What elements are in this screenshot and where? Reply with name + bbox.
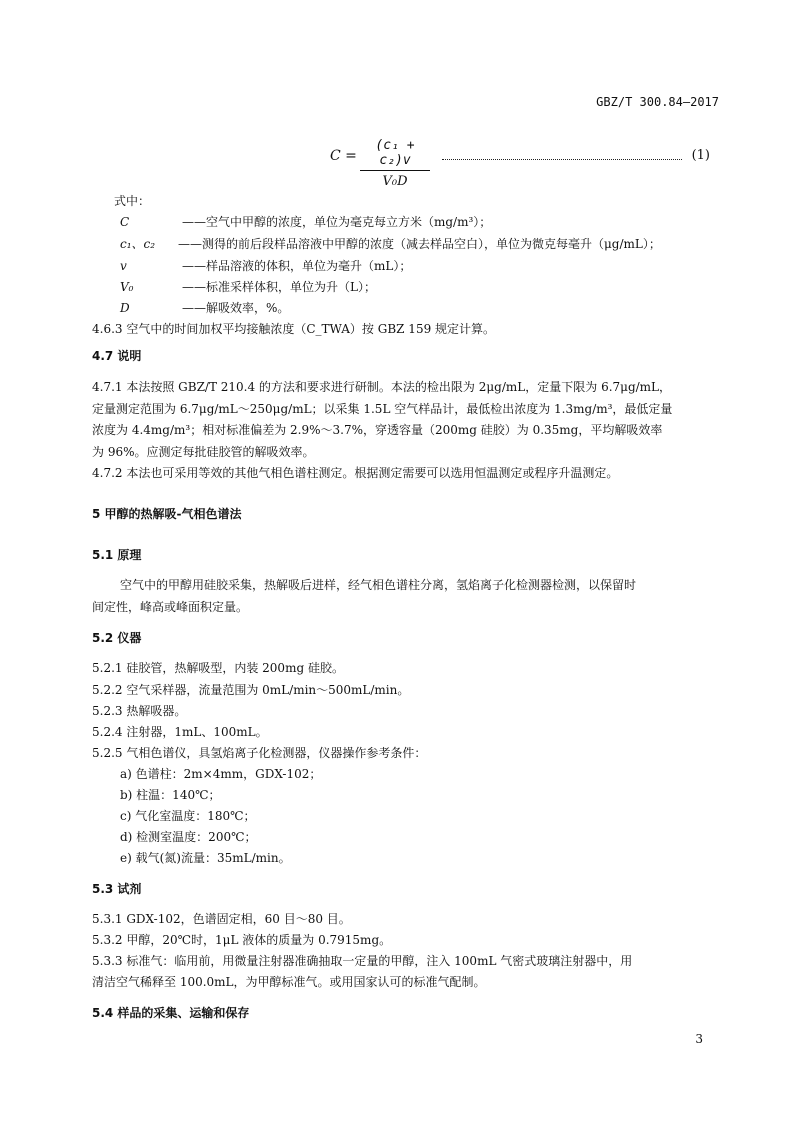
section-heading: 5.3 试剂	[92, 882, 142, 896]
formula-numerator: (c₁ + c₂)v	[360, 138, 430, 171]
paragraph-line: 空气中的甲醇用硅胶采集，热解吸后进样，经气相色谱柱分离，氢焰离子化检测器检测，以保留时	[120, 578, 637, 592]
formula-1	[330, 138, 710, 189]
section-heading: 5.1 原理	[92, 548, 142, 562]
var-row	[120, 299, 289, 317]
var-symbol: C	[120, 215, 130, 229]
dot-leader	[442, 149, 682, 160]
formula-lhs: C =	[330, 148, 357, 164]
paragraph-line: 浓度为 4.4mg/m³；相对标准偏差为 2.9%～3.7%，穿透容量（200mg 硅胶）为 0.35mg，平均解吸效率	[92, 423, 663, 437]
var-symbol: V₀	[120, 280, 134, 294]
clause: 5.2.4 注射器，1mL、100mL。	[92, 725, 268, 739]
section-heading: 5.2 仪器	[92, 631, 142, 645]
formula-denominator: V₀D	[382, 174, 408, 189]
document-code: GBZ/T 300.84—2017	[596, 95, 719, 109]
var-desc: ——测得的前后段样品溶液中甲醇的浓度（减去样品空白），单位为微克每毫升（μg/mL）；	[178, 237, 661, 251]
var-desc: ——标准采样体积，单位为升（L）；	[182, 280, 376, 294]
var-symbol: c₁、c₂	[120, 237, 156, 251]
list-item: e) 载气(氮)流量：35mL/min。	[120, 851, 291, 865]
clause-4-7-2: 4.7.2 本法也可采用等效的其他气相色谱柱测定。根据测定需要可以选用恒温测定或程序升温测定。	[92, 466, 619, 480]
paragraph-line: 间定性，峰高或峰面积定量。	[92, 600, 249, 614]
var-desc: ——空气中甲醇的浓度，单位为毫克每立方米（mg/m³）；	[182, 215, 492, 229]
paragraph-line: 定量测定范围为 6.7μg/mL～250μg/mL；以采集 1.5L 空气样品计，最低检出浓度为 1.3mg/m³，最低定量	[92, 402, 673, 416]
list-item: a) 色谱柱：2m×4mm，GDX-102；	[120, 767, 322, 781]
formula-fraction	[360, 138, 430, 189]
clause: 5.2.1 硅胶管，热解吸型，内装 200mg 硅胶。	[92, 661, 344, 675]
var-row	[120, 213, 491, 231]
where-label: 式中：	[114, 194, 151, 208]
clause: 5.2.5 气相色谱仪，具氢焰离子化检测器，仪器操作参考条件：	[92, 746, 427, 760]
var-desc: ——样品溶液的体积，单位为毫升（mL）；	[182, 259, 412, 273]
var-symbol: v	[120, 259, 127, 273]
paragraph-line: 清洁空气稀释至 100.0mL，为甲醇标准气。或用国家认可的标准气配制。	[92, 975, 486, 989]
section-heading: 4.7 说明	[92, 349, 142, 363]
list-item: b) 柱温：140℃；	[120, 788, 221, 802]
chapter-heading: 5 甲醇的热解吸-气相色谱法	[92, 507, 242, 521]
page-number: 3	[695, 1032, 703, 1046]
list-item: d) 检测室温度：200℃；	[120, 830, 257, 844]
section-heading: 5.4 样品的采集、运输和保存	[92, 1006, 250, 1020]
equation-number: (1)	[691, 148, 710, 163]
clause: 5.3.2 甲醇，20℃时，1μL 液体的质量为 0.7915mg。	[92, 933, 392, 947]
var-row	[120, 278, 376, 296]
list-item: c) 气化室温度：180℃；	[120, 809, 256, 823]
clause: 5.3.1 GDX-102，色谱固定相，60 目～80 目。	[92, 912, 351, 926]
clause-4-7-1: 4.7.1 本法按照 GBZ/T 210.4 的方法和要求进行研制。本法的检出限为 2μg/mL，定量下限为 6.7μg/mL，	[92, 380, 672, 394]
clause: 5.2.3 热解吸器。	[92, 704, 187, 718]
clause-4-6-3: 4.6.3 空气中的时间加权平均接触浓度（C_TWA）按 GBZ 159 规定计算。	[92, 322, 496, 336]
paragraph-line: 为 96%。应测定每批硅胶管的解吸效率。	[92, 445, 315, 459]
var-row	[120, 257, 411, 275]
var-desc: ——解吸效率，%。	[182, 301, 290, 315]
clause: 5.3.3 标准气：临用前，用微量注射器准确抽取一定量的甲醇，注入 100mL 气密式玻璃注射器中，用	[92, 954, 633, 968]
var-symbol: D	[120, 301, 130, 315]
clause: 5.2.2 空气采样器，流量范围为 0mL/min～500mL/min。	[92, 683, 410, 697]
var-row	[120, 235, 661, 253]
